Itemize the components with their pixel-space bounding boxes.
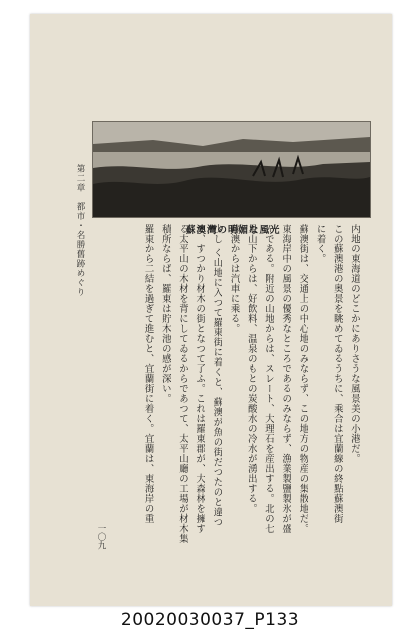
text-column: 蘇澳街は、交通上の中心地のみならず、この地方の物産の集散地だ。 <box>297 224 309 534</box>
text-column: 積所ならば、羅東は貯木池の感が深い。 <box>159 224 171 404</box>
text-column: 東海岸中の風景の優秀なところであるのみならず、漁業製鹽製氷が盛 <box>280 224 292 534</box>
harbor-photo-image <box>93 122 370 217</box>
text-column: に着く。 <box>314 224 326 264</box>
text-column: 少し く山地に入つて羅東街に着くと、蘇澳が魚の街だつたのと違つ <box>211 224 223 528</box>
text-column: 蘇澳からは汽車に乘る。 <box>228 224 240 334</box>
photo-caption: 蘇澳灣の明媚な風光 <box>186 225 281 236</box>
archive-id-label: 20020030037_P133 <box>120 610 300 630</box>
running-head: 第二章 都市・名勝舊跡めぐり <box>75 164 85 297</box>
text-column: て、すつかり材木の街となつて了ふ。これは羅東郡が、大森林を擁す <box>194 224 206 534</box>
text-column: この蘇澳港の奥景を眺めてゐるうちに、乘合は宜蘭線の終點蘇澳街 <box>331 224 343 524</box>
text-column: 星山下からは、好飲料、温泉のもとの炭酸水の冷水が湧出する。 <box>245 224 257 514</box>
text-column: 内地の東海道のどこかにありさうな風景美の小港だ。 <box>349 224 360 464</box>
text-column: 羅東から二結を過ぎて進むと、宜蘭街に着く。宜蘭は、東海岸の重 <box>142 224 154 524</box>
page-number: 一〇九 <box>96 524 106 550</box>
text-column: る太平山の木材を背にしてゐるからであつて、太平山廳の工場が材木集 <box>177 224 188 544</box>
book-page <box>30 14 392 606</box>
text-column: んである。附近の山地からは、スレート、大理石を産出する。北の七 <box>263 224 274 534</box>
landscape-photo <box>92 121 371 218</box>
